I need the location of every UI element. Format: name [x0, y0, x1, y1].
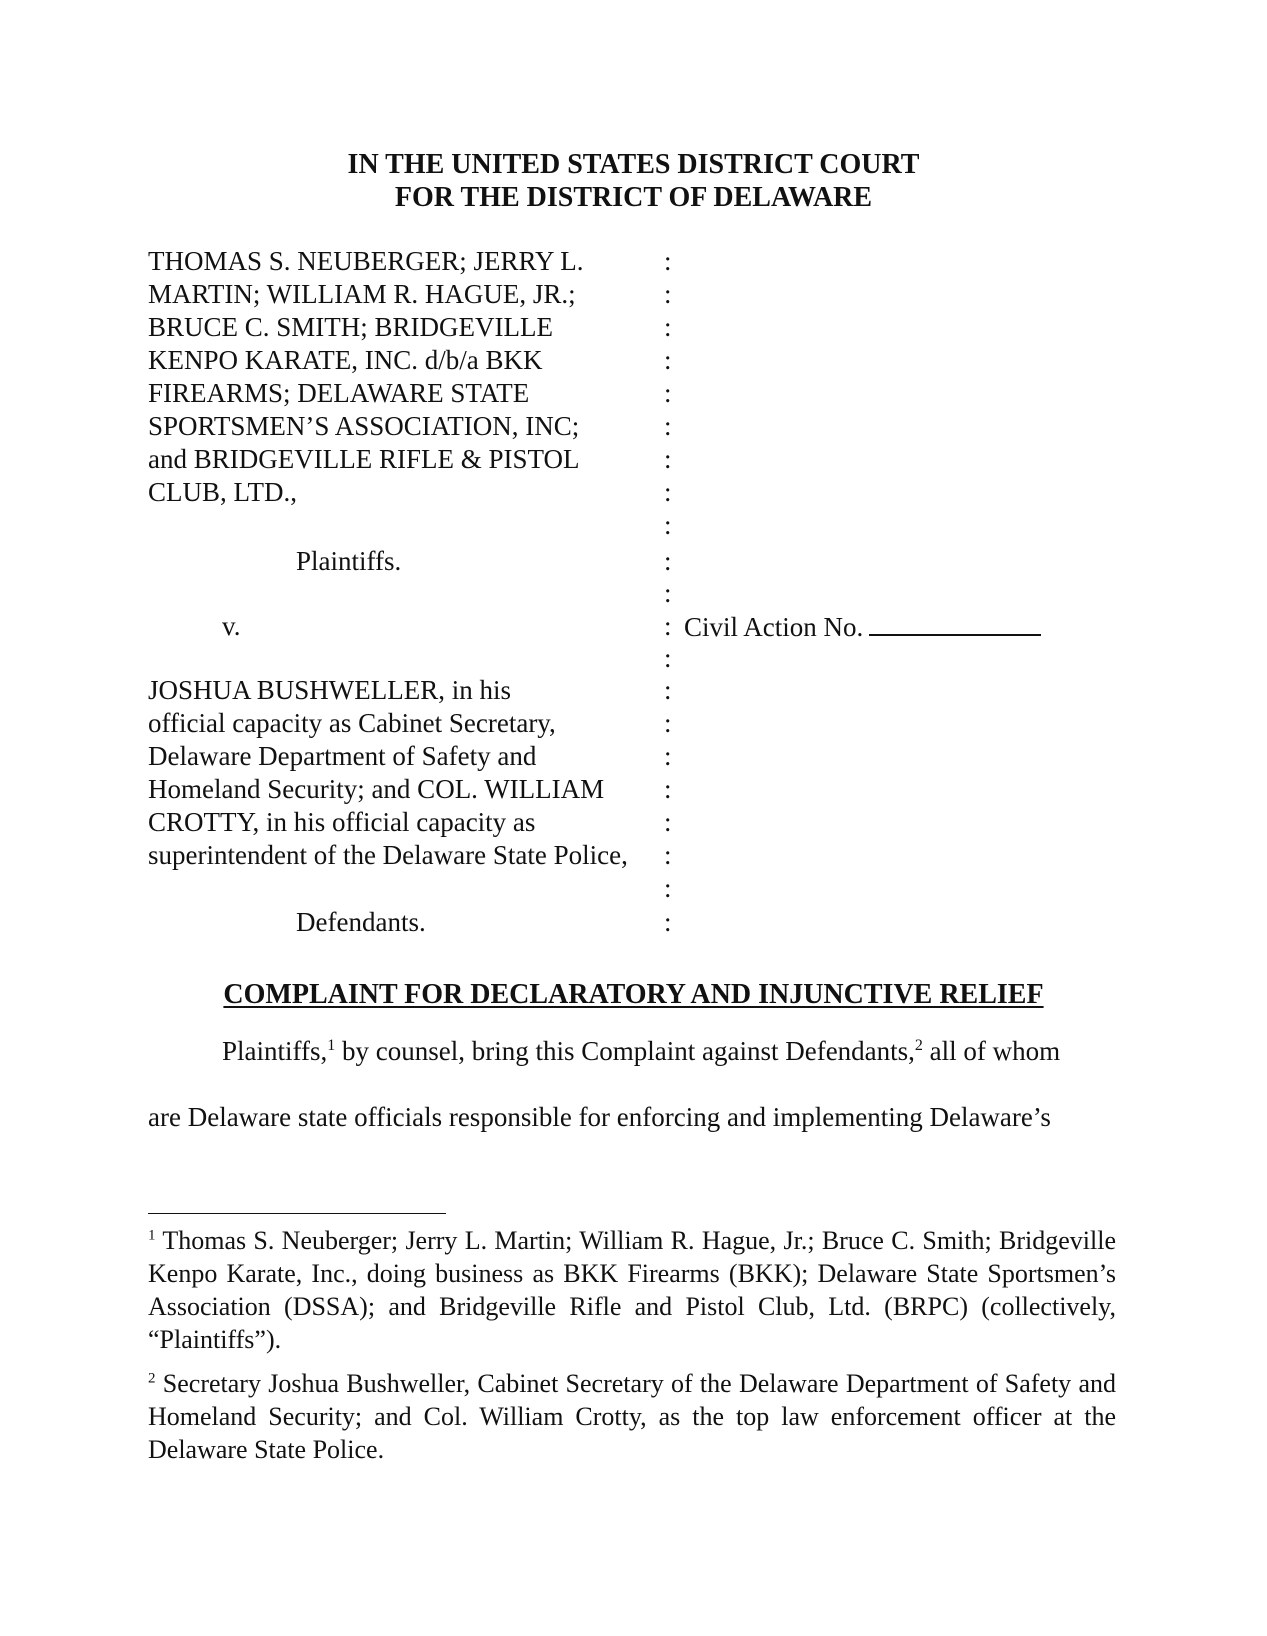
footnote-ref-1: 1	[327, 1037, 336, 1054]
plaintiff-line: MARTIN; WILLIAM R. HAGUE, JR.;	[148, 279, 576, 309]
plaintiff-line: THOMAS S. NEUBERGER; JERRY L.	[148, 246, 584, 276]
caption-colon: :	[664, 840, 672, 870]
court-name-line-1: IN THE UNITED STATES DISTRICT COURT	[347, 149, 920, 180]
footnote-number: 2	[148, 1370, 156, 1387]
plaintiff-line: SPORTSMEN’S ASSOCIATION, INC;	[148, 411, 580, 441]
defendant-line: Delaware Department of Safety and	[148, 741, 537, 771]
body-text: Plaintiffs,	[222, 1036, 328, 1066]
caption-colon: :	[664, 444, 672, 474]
plaintiff-line: FIREARMS; DELAWARE STATE	[148, 378, 530, 408]
caption-colon: :	[664, 279, 672, 309]
footnote-separator	[148, 1213, 446, 1214]
body-line-1	[222, 1035, 1060, 1068]
caption-colon: :	[664, 345, 672, 375]
caption-colon: :	[664, 675, 672, 705]
caption-colon: :	[664, 546, 672, 576]
caption-colon: :	[664, 312, 672, 342]
plaintiffs-label: Plaintiffs.	[296, 546, 402, 576]
plaintiff-line: and BRIDGEVILLE RIFLE & PISTOL	[148, 444, 580, 474]
footnote-text: Thomas S. Neuberger; Jerry L. Martin; William R. Hague, Jr.; Bruce C. Smith; Bridgeville Kenpo Karate, Inc., doing business as BKK Firearms (BKK); Delaware State Sportsmen’s Association (DSSA); and Bridgeville Rifle and Pistol Club, Ltd. (BRPC) (collectively, “Plaintiffs”).	[148, 1226, 1116, 1354]
caption-colon: :	[664, 510, 672, 540]
caption-colon: :	[664, 611, 672, 641]
caption-colon: :	[664, 578, 672, 608]
defendant-line: CROTTY, in his official capacity as	[148, 807, 536, 837]
defendant-line: JOSHUA BUSHWELLER, in his	[148, 675, 512, 705]
footnote-2	[148, 1367, 1116, 1466]
body-text: by counsel, bring this Complaint against Defendants,	[335, 1036, 915, 1066]
complaint-heading-text: COMPLAINT FOR DECLARATORY AND INJUNCTIVE RELIEF	[223, 979, 1044, 1010]
civil-action-label: Civil Action No.	[684, 612, 864, 642]
defendant-line: superintendent of the Delaware State Police,	[148, 840, 628, 870]
body-text: all of whom	[922, 1036, 1061, 1066]
defendant-line: official capacity as Cabinet Secretary,	[148, 708, 556, 738]
complaint-heading	[0, 978, 1267, 1011]
plaintiff-line: CLUB, LTD.,	[148, 477, 298, 507]
caption-colon: :	[664, 741, 672, 771]
footnote-ref-2: 2	[914, 1037, 923, 1054]
caption-colon: :	[664, 807, 672, 837]
caption-colon: :	[664, 477, 672, 507]
civil-action-blank	[869, 610, 1041, 636]
caption-colon: :	[664, 708, 672, 738]
civil-action-number	[684, 610, 1041, 644]
caption-colon: :	[664, 378, 672, 408]
defendants-label: Defendants.	[296, 907, 426, 937]
caption-colon: :	[664, 774, 672, 804]
footnote-text: Secretary Joshua Bushweller, Cabinet Secretary of the Delaware Department of Safety and Homeland Security; and Col. William Crotty, as the top law enforcement officer at the Delaware State Police.	[148, 1369, 1116, 1464]
caption-colon: :	[664, 873, 672, 903]
court-name-line-2: FOR THE DISTRICT OF DELAWARE	[394, 182, 873, 213]
caption-colon: :	[664, 246, 672, 276]
footnote-number: 1	[148, 1227, 156, 1244]
plaintiff-line: BRUCE C. SMITH; BRIDGEVILLE	[148, 312, 553, 342]
body-line-2: are Delaware state officials responsible for enforcing and implementing Delaware’s	[148, 1102, 1051, 1132]
versus-label: v.	[222, 611, 241, 641]
footnote-1	[148, 1224, 1116, 1356]
caption-colon: :	[664, 907, 672, 937]
plaintiff-line: KENPO KARATE, INC. d/b/a BKK	[148, 345, 543, 375]
defendant-line: Homeland Security; and COL. WILLIAM	[148, 774, 605, 804]
caption-colon: :	[664, 411, 672, 441]
caption-colon: :	[664, 643, 672, 673]
